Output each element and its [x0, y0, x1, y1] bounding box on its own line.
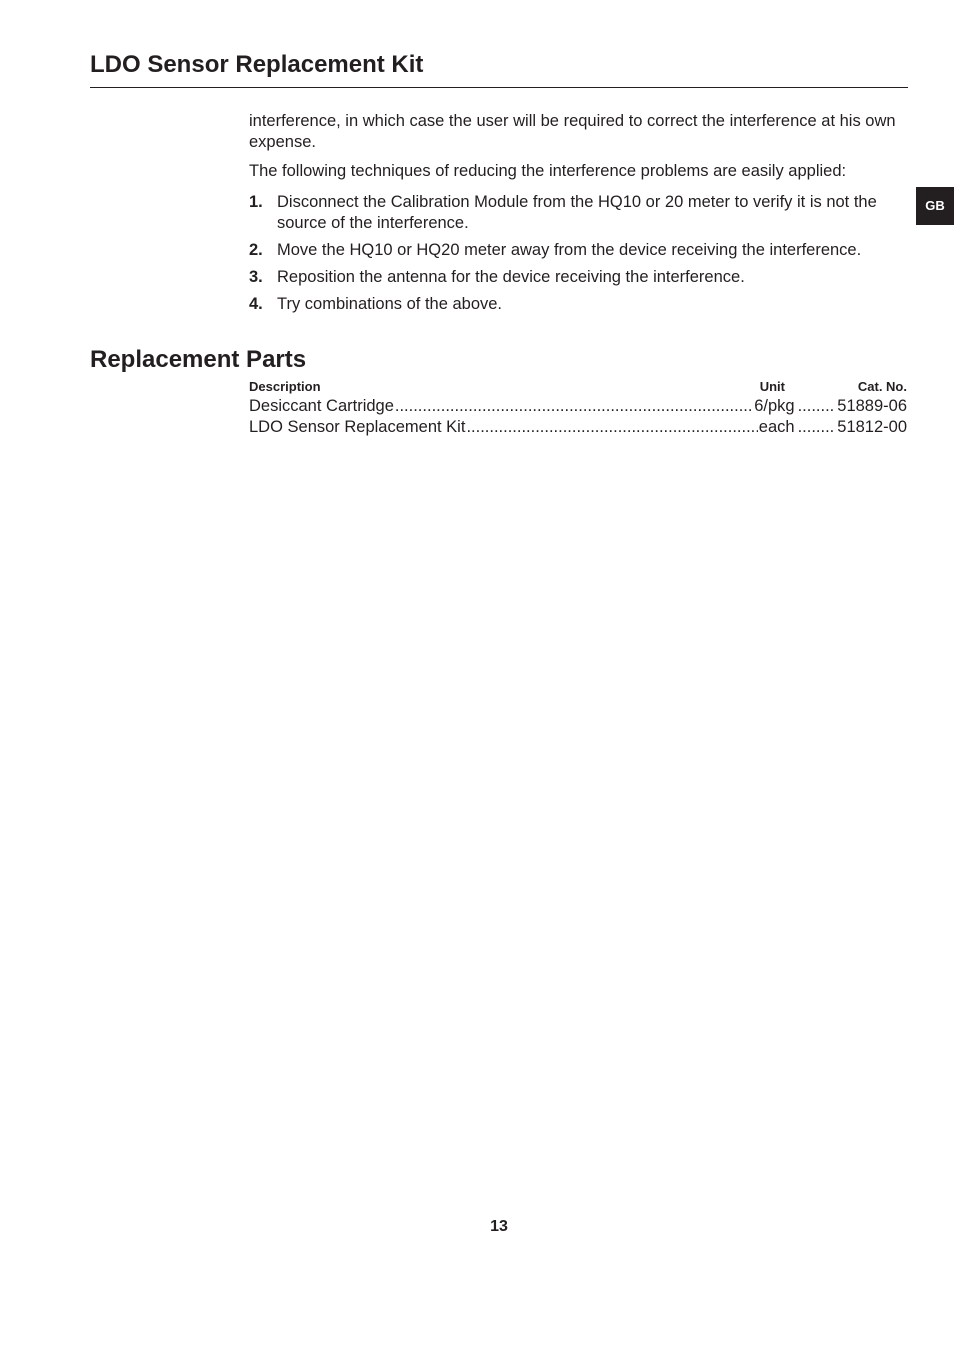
list-item: [249, 267, 909, 288]
column-header-description: Description: [249, 379, 321, 394]
list-item: [249, 240, 909, 261]
table-header: [249, 378, 907, 396]
dot-leader: [466, 417, 757, 438]
step-text: Move the HQ10 or HQ20 meter away from the device receiving the interference.: [277, 241, 862, 259]
list-item: [249, 294, 909, 315]
section-title-replacement-parts: Replacement Parts: [90, 346, 307, 373]
step-text: Disconnect the Calibration Module from the HQ10 or 20 meter to verify it is not the source of the interference.: [277, 193, 877, 232]
part-description: LDO Sensor Replacement Kit: [249, 418, 466, 436]
step-number: 3.: [249, 268, 263, 286]
page-number: 13: [490, 1218, 508, 1235]
techniques-paragraph: The following techniques of reducing the interference problems are easily applied:: [249, 162, 847, 180]
column-header-unit: Unit: [759, 379, 785, 394]
replacement-parts-table: [249, 378, 907, 438]
dot-leader: ........: [797, 397, 835, 415]
step-text: Reposition the antenna for the device receiving the interference.: [277, 268, 745, 286]
step-number: 1.: [249, 193, 263, 211]
interference-steps-list: [249, 192, 909, 321]
column-header-cat-no: Cat. No.: [857, 379, 907, 394]
step-text: Try combinations of the above.: [277, 295, 503, 313]
intro-paragraph: interference, in which case the user will be required to correct the interference at his own expense.: [249, 112, 896, 151]
step-number: 4.: [249, 295, 263, 313]
part-cat-no: 51812-00: [837, 418, 907, 436]
page-title: LDO Sensor Replacement Kit: [90, 51, 424, 78]
table-row: [249, 396, 907, 417]
part-unit: each: [758, 418, 795, 436]
step-number: 2.: [249, 241, 263, 259]
dot-leader: ........: [797, 418, 835, 436]
part-unit: 6/pkg: [754, 397, 795, 415]
part-cat-no: 51889-06: [837, 397, 907, 415]
table-row: [249, 417, 907, 438]
language-tab: GB: [916, 187, 954, 225]
list-item: [249, 192, 909, 234]
dot-leader: [395, 396, 753, 417]
part-description: Desiccant Cartridge: [249, 397, 394, 415]
page-header: [90, 50, 908, 88]
